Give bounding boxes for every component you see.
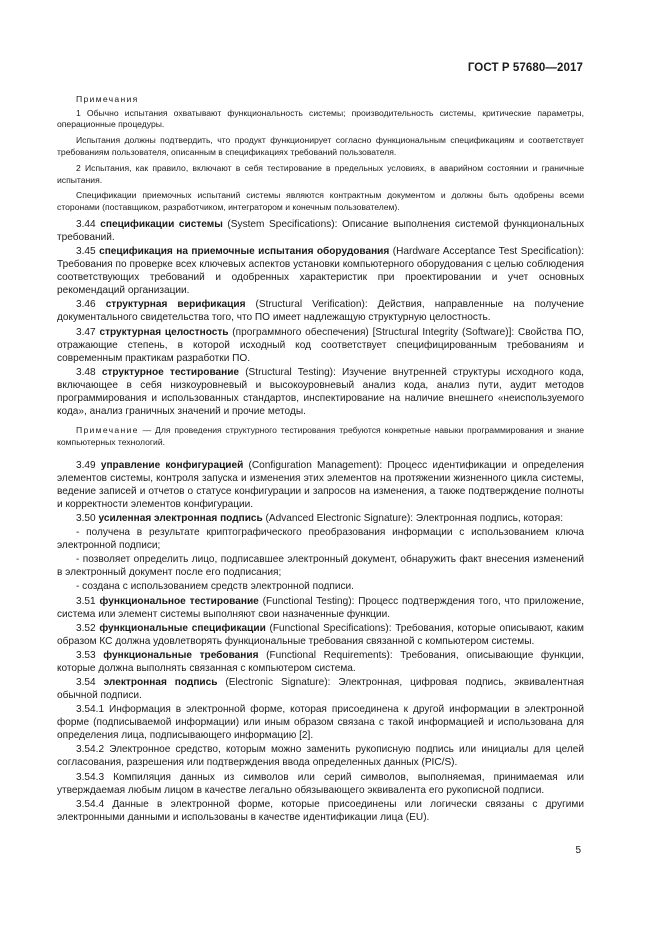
definition-entry: 3.45 спецификация на приемочные испытания оборудования (Hardware Acceptance Test Specification): Требования по проверке всех ключевых аспектов установки компьютерного оборудования с целью соблюдения соответствующих требований и одобренных характеристик при проектировании и учет основных рекомендаций организации.: [57, 246, 585, 297]
definition-term: структурная верификация: [105, 299, 246, 311]
definition-entry: 3.50 усиленная электронная подпись (Advanced Electronic Signature): Электронная подпись, которая:: [76, 512, 564, 524]
note-item: 2 Испытания, как правило, включают в себя тестирование в предельных условиях, в аварийном состоянии и граничные испытания.: [57, 162, 584, 185]
list-item: - создана с использованием средств электронной подписи.: [76, 581, 354, 593]
note-item: Спецификации приемочных испытаний системы являются контрактным документом и должны быть одобрены всеми сторонами (поставщиком, разработчиком, интегратором и конечным пользователем).: [57, 190, 584, 213]
definition-entry: 3.44 спецификации системы (System Specifications): Описание выполнения системой функциональных требований.: [57, 219, 584, 244]
definition-term: электронная подпись: [103, 677, 218, 689]
list-item: - позволяет определить лицо, подписавшее электронный документ, обнаружить факт внесения изменений в электронный документ после его подписания;: [57, 554, 584, 579]
definition-term: спецификация на приемочные испытания оборудования: [99, 246, 390, 258]
list-item: - получена в результате криптографического преобразования информации с использованием ключа электронной подписи;: [57, 526, 584, 551]
definition-entry: 3.49 управление конфигурацией (Configuration Management): Процесс идентификации и определения элементов системы, контроля запуска и изменения этих элементов на протяжении жизненного цикла системы, ведение записей и отчетов о статусе конфигурации и запросов на изменения, а также подтверждение полноты и корректности элементов конфигурации.: [57, 459, 584, 510]
note-single: Примечание — Для проведения структурного тестирования требуются конкретные навыки программирования и знание компьютерных технологий.: [57, 425, 584, 447]
definition-term: функциональное тестирование: [99, 595, 259, 607]
document-body: [57, 94, 584, 825]
definition-term: спецификации системы: [100, 219, 223, 231]
definition-term: структурная целостность: [99, 326, 229, 338]
sub-definition: 3.54.4 Данные в электронной форме, которые присоединены или логически связаны с другими электронными данными и использованы в качестве идентификации лица (EU).: [57, 798, 584, 823]
definition-entry: 3.47 структурная целостность (программного обеспечения) [Structural Integrity (Software)]: Свойства ПО, отражающие степень, в которой исходный код соответствует специфицированным требованиям и современным практикам разработки ПО.: [57, 326, 584, 364]
definition-term: функциональные спецификации: [99, 622, 266, 634]
note-item: 1 Обычно испытания охватывают функциональность системы; производительность системы, критические параметры, операционные процедуры.: [57, 107, 584, 130]
definition-entry: 3.51 функциональное тестирование (Functional Testing): Процесс подтверждения того, что приложение, система или элемент системы выполняют свои назначенные функции.: [57, 595, 584, 620]
sub-definition: 3.54.3 Компиляция данных из символов или серий символов, выполняемая, принимаемая или утверждаемая любым лицом в качестве легально обязывающего эквивалента его рукописной подписи.: [57, 771, 584, 796]
definition-term: функциональные требования: [103, 649, 259, 661]
sub-definition: 3.54.2 Электронное средство, которым можно заменить рукописную подпись или инициалы для целей согласования, разрешения или подтверждения ввода определенных данных (PIC/S).: [57, 744, 584, 769]
notes-title: Примечания: [76, 94, 139, 104]
sub-definition: 3.54.1 Информация в электронной форме, которая присоединена к другой информации в электронной форме (подписываемой информации) или иным образом связана с такой информацией и использована для определения лица, подписывающего информацию [2].: [57, 704, 584, 742]
definition-entry: 3.52 функциональные спецификации (Functional Specifications): Требования, которые описывают, каким образом КС должна удовлетворять функциональные требования связанной с компьютером системы.: [57, 622, 584, 647]
definition-term: усиленная электронная подпись: [98, 512, 263, 524]
note-item: Испытания должны подтвердить, что продукт функционирует согласно функциональным спецификациям и соответствует требованиям пользователя, описанным в спецификациях требований пользователя.: [57, 135, 584, 157]
definition-entry: 3.46 структурная верификация (Structural Verification): Действия, направленные на получение документального свидетельства того, что ПО имеет надлежащую структурную целостность.: [57, 299, 584, 324]
standard-header: ГОСТ Р 57680—2017: [467, 62, 583, 74]
definition-entry: 3.54 электронная подпись (Electronic Signature): Электронная, цифровая подпись, эквивалентная обычной подписи.: [57, 677, 585, 702]
definition-entry: 3.48 структурное тестирование (Structural Testing): Изучение внутренней структуры исходного кода, включающее в себя низкоуровневый и высокоуровневый анализ кода, анализ пути, аудит методов программирования и использованных стандартов, инспектирование на наличие внешнего «неиспользуемого кода», анализ граничных значений и прочие методы.: [57, 366, 584, 417]
definition-term: управление конфигурацией: [100, 459, 244, 471]
page-number: 5: [575, 845, 581, 856]
definition-term: структурное тестирование: [101, 366, 240, 378]
definition-entry: 3.53 функциональные требования (Functional Requirements): Требования, описывающие функции, которые должна выполнять связанная с компьютером система.: [57, 649, 585, 674]
note-label: Примечание: [76, 425, 139, 436]
